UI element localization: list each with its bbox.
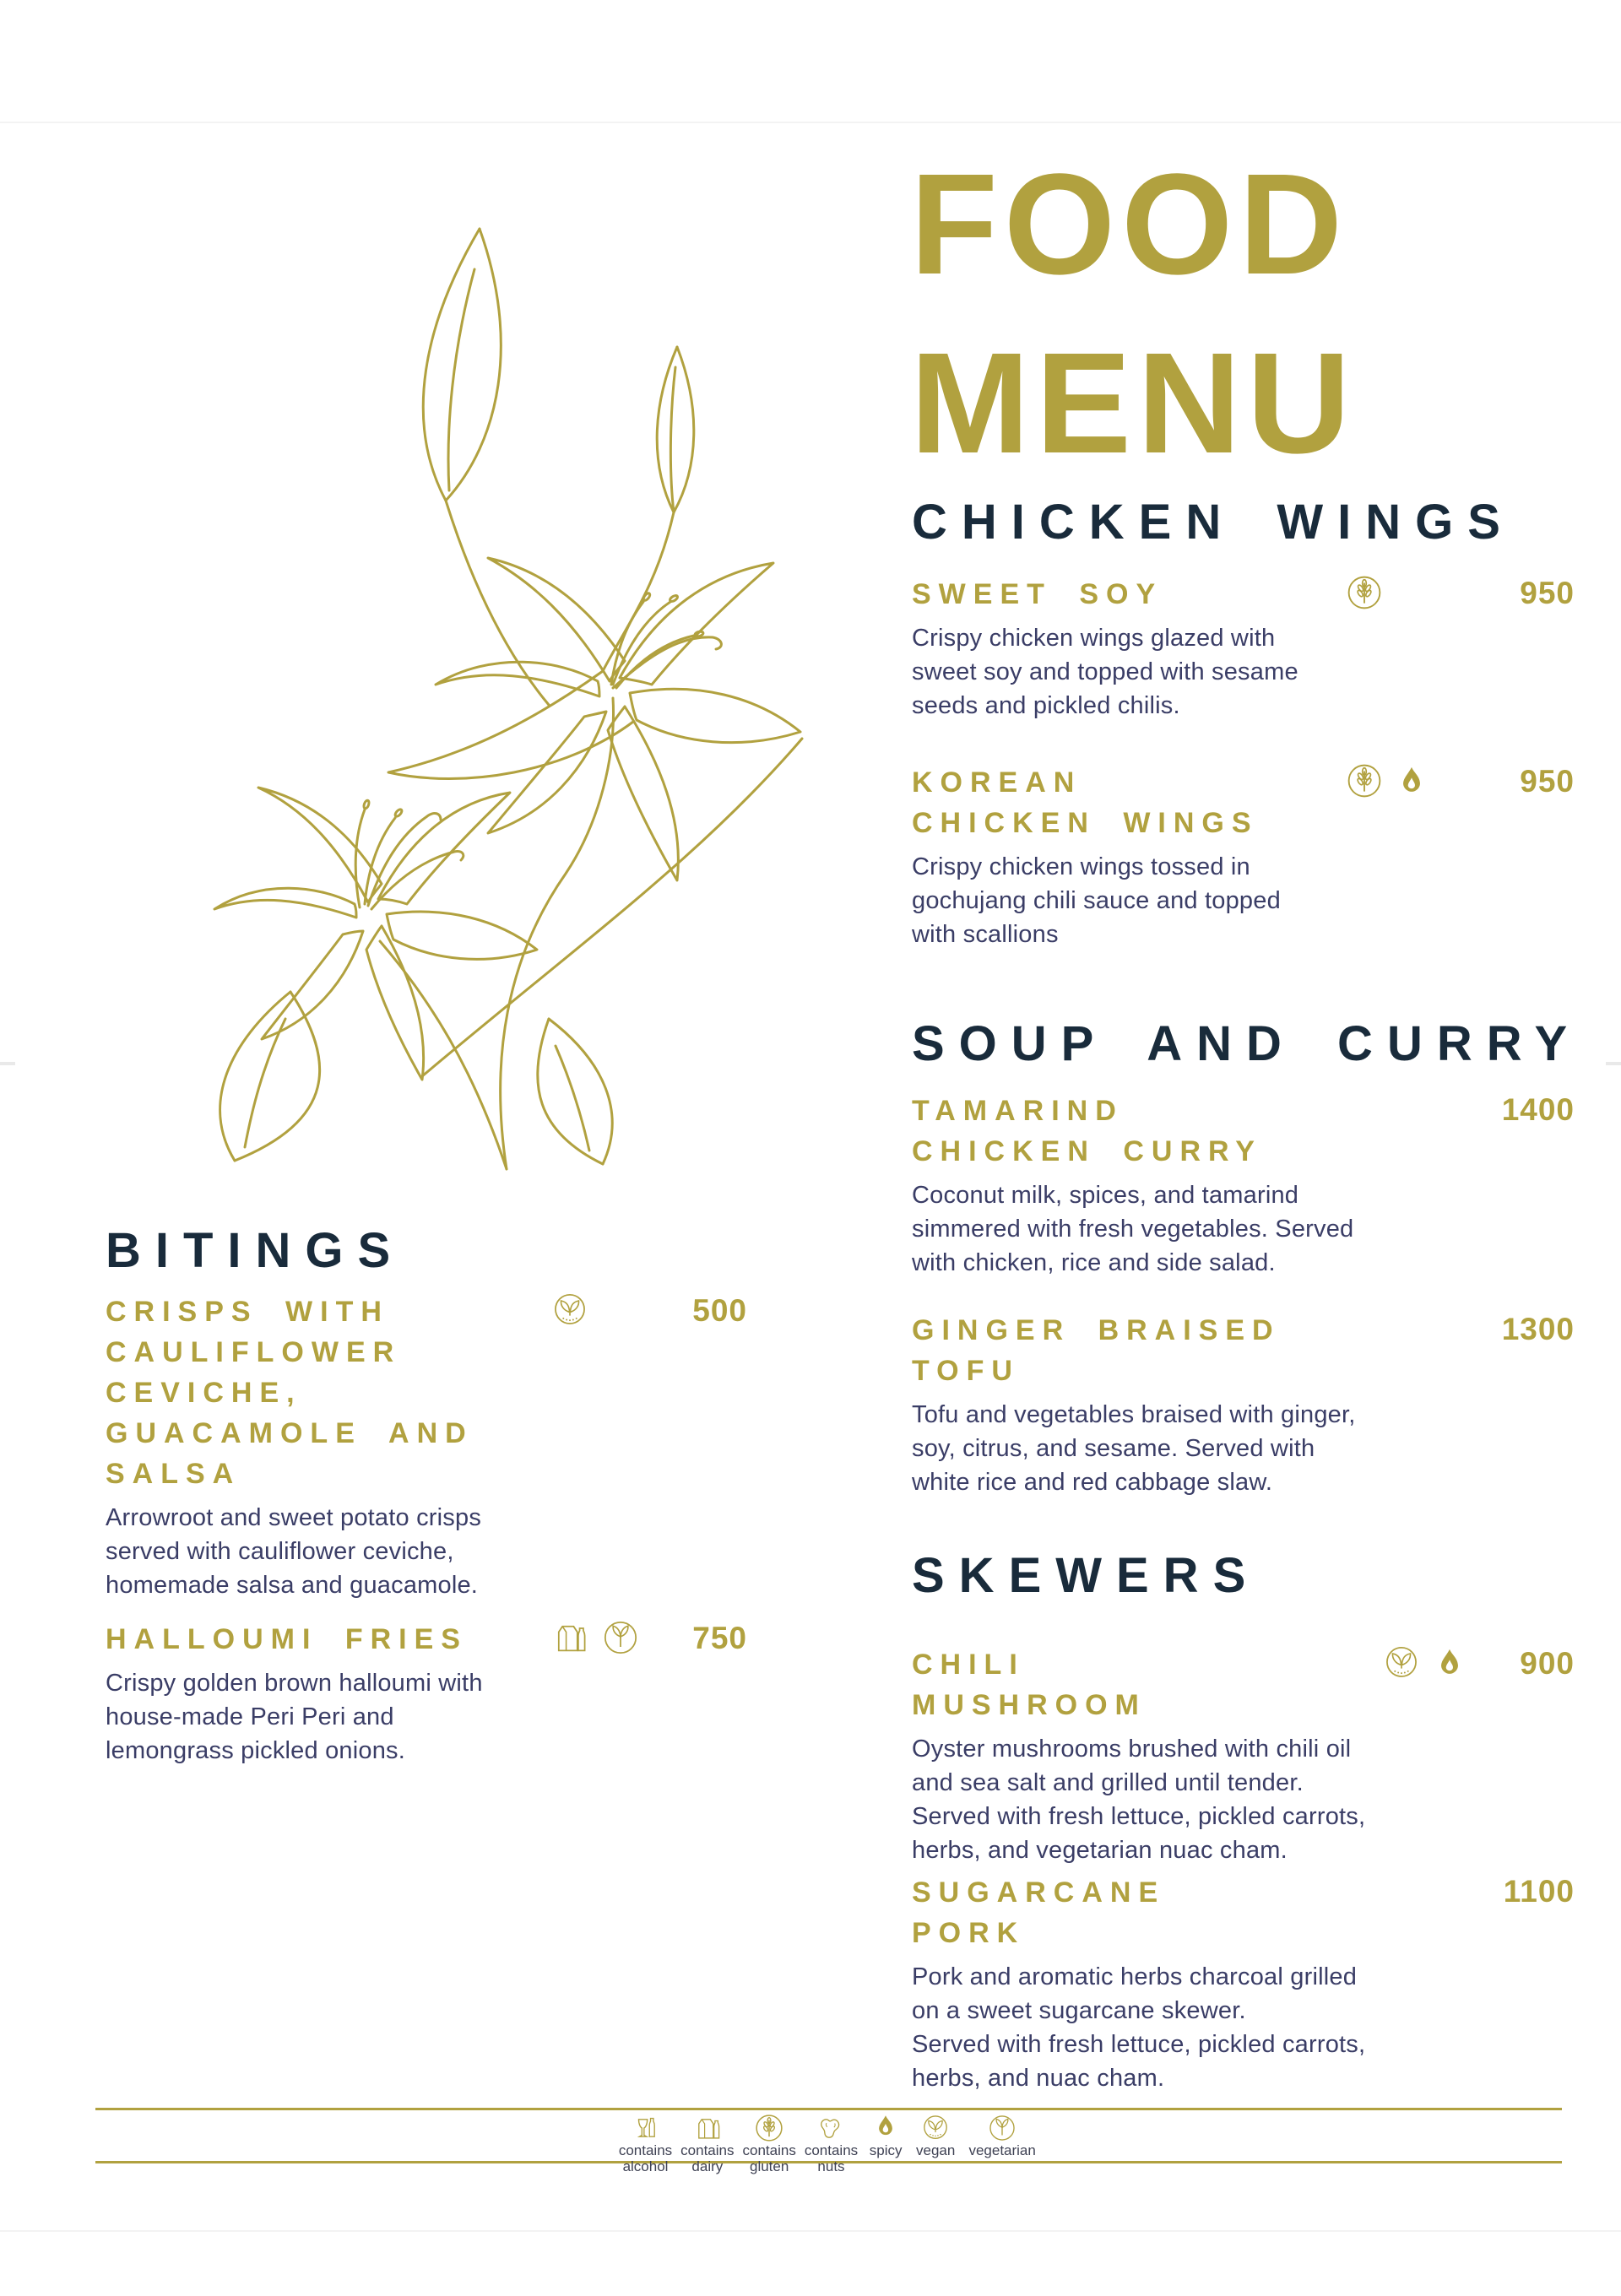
- item-icons: [1383, 1643, 1466, 1683]
- section-header-bitings: BITINGS: [106, 1223, 405, 1278]
- item-price: 900: [1520, 1646, 1575, 1681]
- item-price: 950: [1520, 576, 1575, 610]
- vegan-icon: [921, 2114, 950, 2142]
- left-edge-mark: [0, 1062, 15, 1065]
- item-icons: [551, 1617, 639, 1658]
- legend-contains-dairy: contains dairy: [680, 2114, 734, 2174]
- menu-item-chili-mushroom: [912, 1644, 1575, 1867]
- vegan-icon: [551, 1292, 588, 1329]
- page-title-line2: MENU: [910, 323, 1357, 484]
- vegetarian-icon: [988, 2114, 1017, 2142]
- menu-item-ginger-braised-tofu: [912, 1310, 1575, 1499]
- top-divider: [0, 122, 1621, 123]
- item-description: Oyster mushrooms brushed with chili oil and sea salt and grilled until tender. Served with fresh lettuce, pickled carrots, herbs, and vegetarian nuac cham.: [912, 1736, 1366, 1864]
- page-title-line1: FOOD: [910, 144, 1349, 305]
- spicy-icon: [1396, 765, 1428, 797]
- item-description: Coconut milk, spices, and tamarind simmered with fresh vegetables. Served with chicken, rice and side salad.: [912, 1182, 1354, 1276]
- item-name: CRISPS WITH CAULIFLOWER CEVICHE, GUACAMOLE AND SALSA: [106, 1296, 474, 1490]
- contains-dairy-icon: [551, 1619, 588, 1656]
- page-title: [910, 135, 1357, 493]
- bottom-divider: [0, 2230, 1621, 2232]
- item-description: Tofu and vegetables braised with ginger, soy, citrus, and sesame. Served with white rice and red cabbage slaw.: [912, 1401, 1356, 1496]
- item-name: GINGER BRAISED TOFU: [912, 1314, 1281, 1387]
- item-description: Crispy chicken wings glazed with sweet soy and topped with sesame seeds and pickled chilis.: [912, 625, 1298, 719]
- lily-line-art: [110, 215, 810, 1178]
- legend-contains-alcohol: contains alcohol: [619, 2114, 672, 2174]
- item-price: 1400: [1501, 1092, 1575, 1127]
- item-description: Crispy chicken wings tossed in gochujang chili sauce and topped with scallions: [912, 853, 1281, 948]
- legend-contains-gluten: contains gluten: [743, 2114, 796, 2174]
- section-header-chicken-wings: CHICKEN WINGS: [912, 495, 1515, 550]
- contains-dairy-icon: [693, 2114, 722, 2142]
- legend-vegan: vegan: [914, 2114, 957, 2158]
- item-name: KOREAN CHICKEN WINGS: [912, 766, 1259, 839]
- spicy-icon: [873, 2114, 898, 2139]
- contains-gluten-icon: [1347, 763, 1382, 799]
- menu-item-sugarcane-pork: [912, 1872, 1575, 2095]
- item-name: TAMARIND CHICKEN CURRY: [912, 1095, 1262, 1167]
- section-header-skewers: SKEWERS: [912, 1548, 1260, 1603]
- item-price: 950: [1520, 764, 1575, 799]
- item-name: SWEET SOY: [912, 578, 1163, 610]
- vegan-icon: [1383, 1644, 1420, 1681]
- dietary-legend: [95, 2108, 1562, 2174]
- spicy-icon: [1434, 1647, 1466, 1679]
- item-price: 500: [692, 1293, 747, 1328]
- menu-item-sweet-soy: [912, 574, 1575, 723]
- item-price: 1100: [1503, 1874, 1575, 1909]
- vegetarian-icon: [602, 1619, 639, 1656]
- item-description: Arrowroot and sweet potato crisps served with cauliflower ceviche, homemade salsa and guacamole.: [106, 1504, 482, 1599]
- contains-alcohol-icon: [632, 2114, 660, 2142]
- item-name: SUGARCANE PORK: [912, 1876, 1166, 1949]
- item-price: 750: [692, 1621, 747, 1655]
- section-header-soup-and-curry: SOUP AND CURRY: [912, 1016, 1582, 1071]
- legend-contains-nuts: contains nuts: [805, 2114, 858, 2174]
- contains-gluten-icon: [755, 2114, 783, 2142]
- menu-item-korean-chicken-wings: [912, 762, 1575, 951]
- contains-gluten-icon: [1347, 575, 1382, 610]
- menu-item-crisps-cauliflower-ceviche: [106, 1292, 747, 1602]
- item-price: 1300: [1501, 1312, 1575, 1346]
- legend-spicy: spicy: [866, 2114, 905, 2158]
- legend-vegetarian: vegetarian: [966, 2114, 1038, 2158]
- contains-nuts-icon: [816, 2114, 845, 2142]
- item-icons: [1347, 572, 1382, 613]
- item-name: CHILI MUSHROOM: [912, 1649, 1147, 1721]
- item-icons: [551, 1290, 588, 1330]
- item-name: HALLOUMI FRIES: [106, 1623, 468, 1655]
- item-description: Crispy golden brown halloumi with house-made Peri Peri and lemongrass pickled onions.: [106, 1670, 483, 1764]
- item-description: Pork and aromatic herbs charcoal grilled on a sweet sugarcane skewer. Served with fresh lettuce, pickled carrots, herbs, and nuac cham.: [912, 1963, 1366, 2092]
- menu-item-halloumi-fries: [106, 1619, 747, 1768]
- menu-item-tamarind-chicken-curry: [912, 1091, 1575, 1280]
- item-icons: [1347, 761, 1428, 801]
- right-edge-mark: [1606, 1062, 1621, 1065]
